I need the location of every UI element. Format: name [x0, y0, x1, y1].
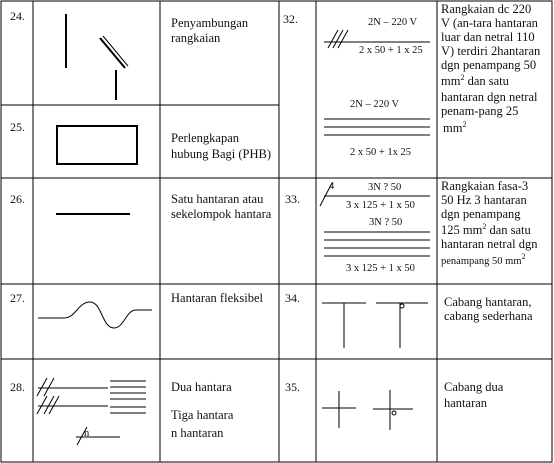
description-line: dgn penampang 50: [441, 58, 537, 72]
description-line: hantaran: [444, 396, 488, 410]
description-line: dgn penampang: [441, 207, 521, 221]
multi-conductor-symbol: [37, 378, 146, 445]
formula-top: 3N ? 50: [369, 217, 403, 228]
description-line: hantaran dgn netral: [441, 90, 538, 104]
description-line: rangkaian: [171, 31, 221, 45]
row-number: 28.: [10, 380, 25, 394]
double-branch-symbol: [322, 390, 413, 430]
row-number: 33.: [285, 192, 300, 206]
n-label: n: [84, 428, 90, 439]
description-line: Rangkaian dc 220: [441, 2, 532, 16]
simple-branch-symbol: [322, 303, 428, 348]
description-line: Tiga hantara: [171, 408, 234, 422]
formula-bottom: 2 x 50 + 1x 25: [350, 147, 412, 158]
description-block: [441, 2, 541, 135]
row-number: 35.: [285, 380, 300, 394]
row-number: 24.: [10, 9, 25, 23]
description-line: Cabang dua: [444, 380, 504, 394]
formula-top: 2N – 220 V: [350, 99, 400, 110]
description-line: $mm^2$ dan satu: [441, 73, 509, 88]
description-line: sekelompok hantara: [171, 207, 272, 221]
description-line: n hantaran: [171, 426, 224, 440]
row-number: 26.: [10, 192, 25, 206]
formula-top: 2N – 220 V: [368, 17, 418, 28]
description-line: Penyambungan: [171, 16, 249, 30]
row-number: 25.: [10, 120, 25, 134]
distribution-panel-symbol: [57, 126, 137, 164]
formula-bottom: 3 x 125 + 1 x 50: [346, 200, 415, 211]
dc-circuit-symbol: [324, 17, 430, 158]
description-line: penam-pang 25: [441, 104, 519, 118]
description-line: Hantaran fleksibel: [171, 291, 263, 305]
tick-label: 4: [329, 181, 335, 192]
description-line: 125 $mm^2$ dan satu: [441, 222, 531, 237]
description-line: Perlengkapan: [171, 131, 240, 145]
row-number: 34.: [285, 291, 300, 305]
description-block: [441, 179, 538, 267]
description-line: Dua hantara: [171, 380, 232, 394]
description-line: V (an-tara hantaran: [441, 16, 538, 30]
row-number: 27.: [10, 291, 25, 305]
flexible-conductor-symbol: [38, 302, 152, 328]
formula-bottom: 2 x 50 + 1 x 25: [359, 45, 423, 56]
description-line: hubung Bagi (PHB): [171, 147, 271, 161]
description-line: cabang sederhana: [444, 309, 533, 323]
description-line: Cabang hantaran,: [444, 295, 532, 309]
row-number: 32.: [283, 12, 298, 26]
description-line: luar dan netral 110: [441, 30, 535, 44]
description-line: Rangkaian fasa-3: [441, 179, 529, 193]
description-line: V) terdiri 2hantaran: [441, 44, 541, 58]
formula-bottom: 3 x 125 + 1 x 50: [346, 263, 415, 274]
description-line: Satu hantaran atau: [171, 192, 264, 206]
description-line: penampang 50 $mm^2$: [441, 252, 526, 267]
description-line: hantaran netral dgn: [441, 237, 538, 251]
formula-top: 3N ? 50: [368, 182, 402, 193]
three-phase-circuit-symbol: [320, 181, 430, 274]
description-line: $mm^2$: [443, 120, 467, 135]
circuit-connection-symbol: [66, 14, 128, 100]
description-line: 50 Hz 3 hantaran: [441, 193, 527, 207]
